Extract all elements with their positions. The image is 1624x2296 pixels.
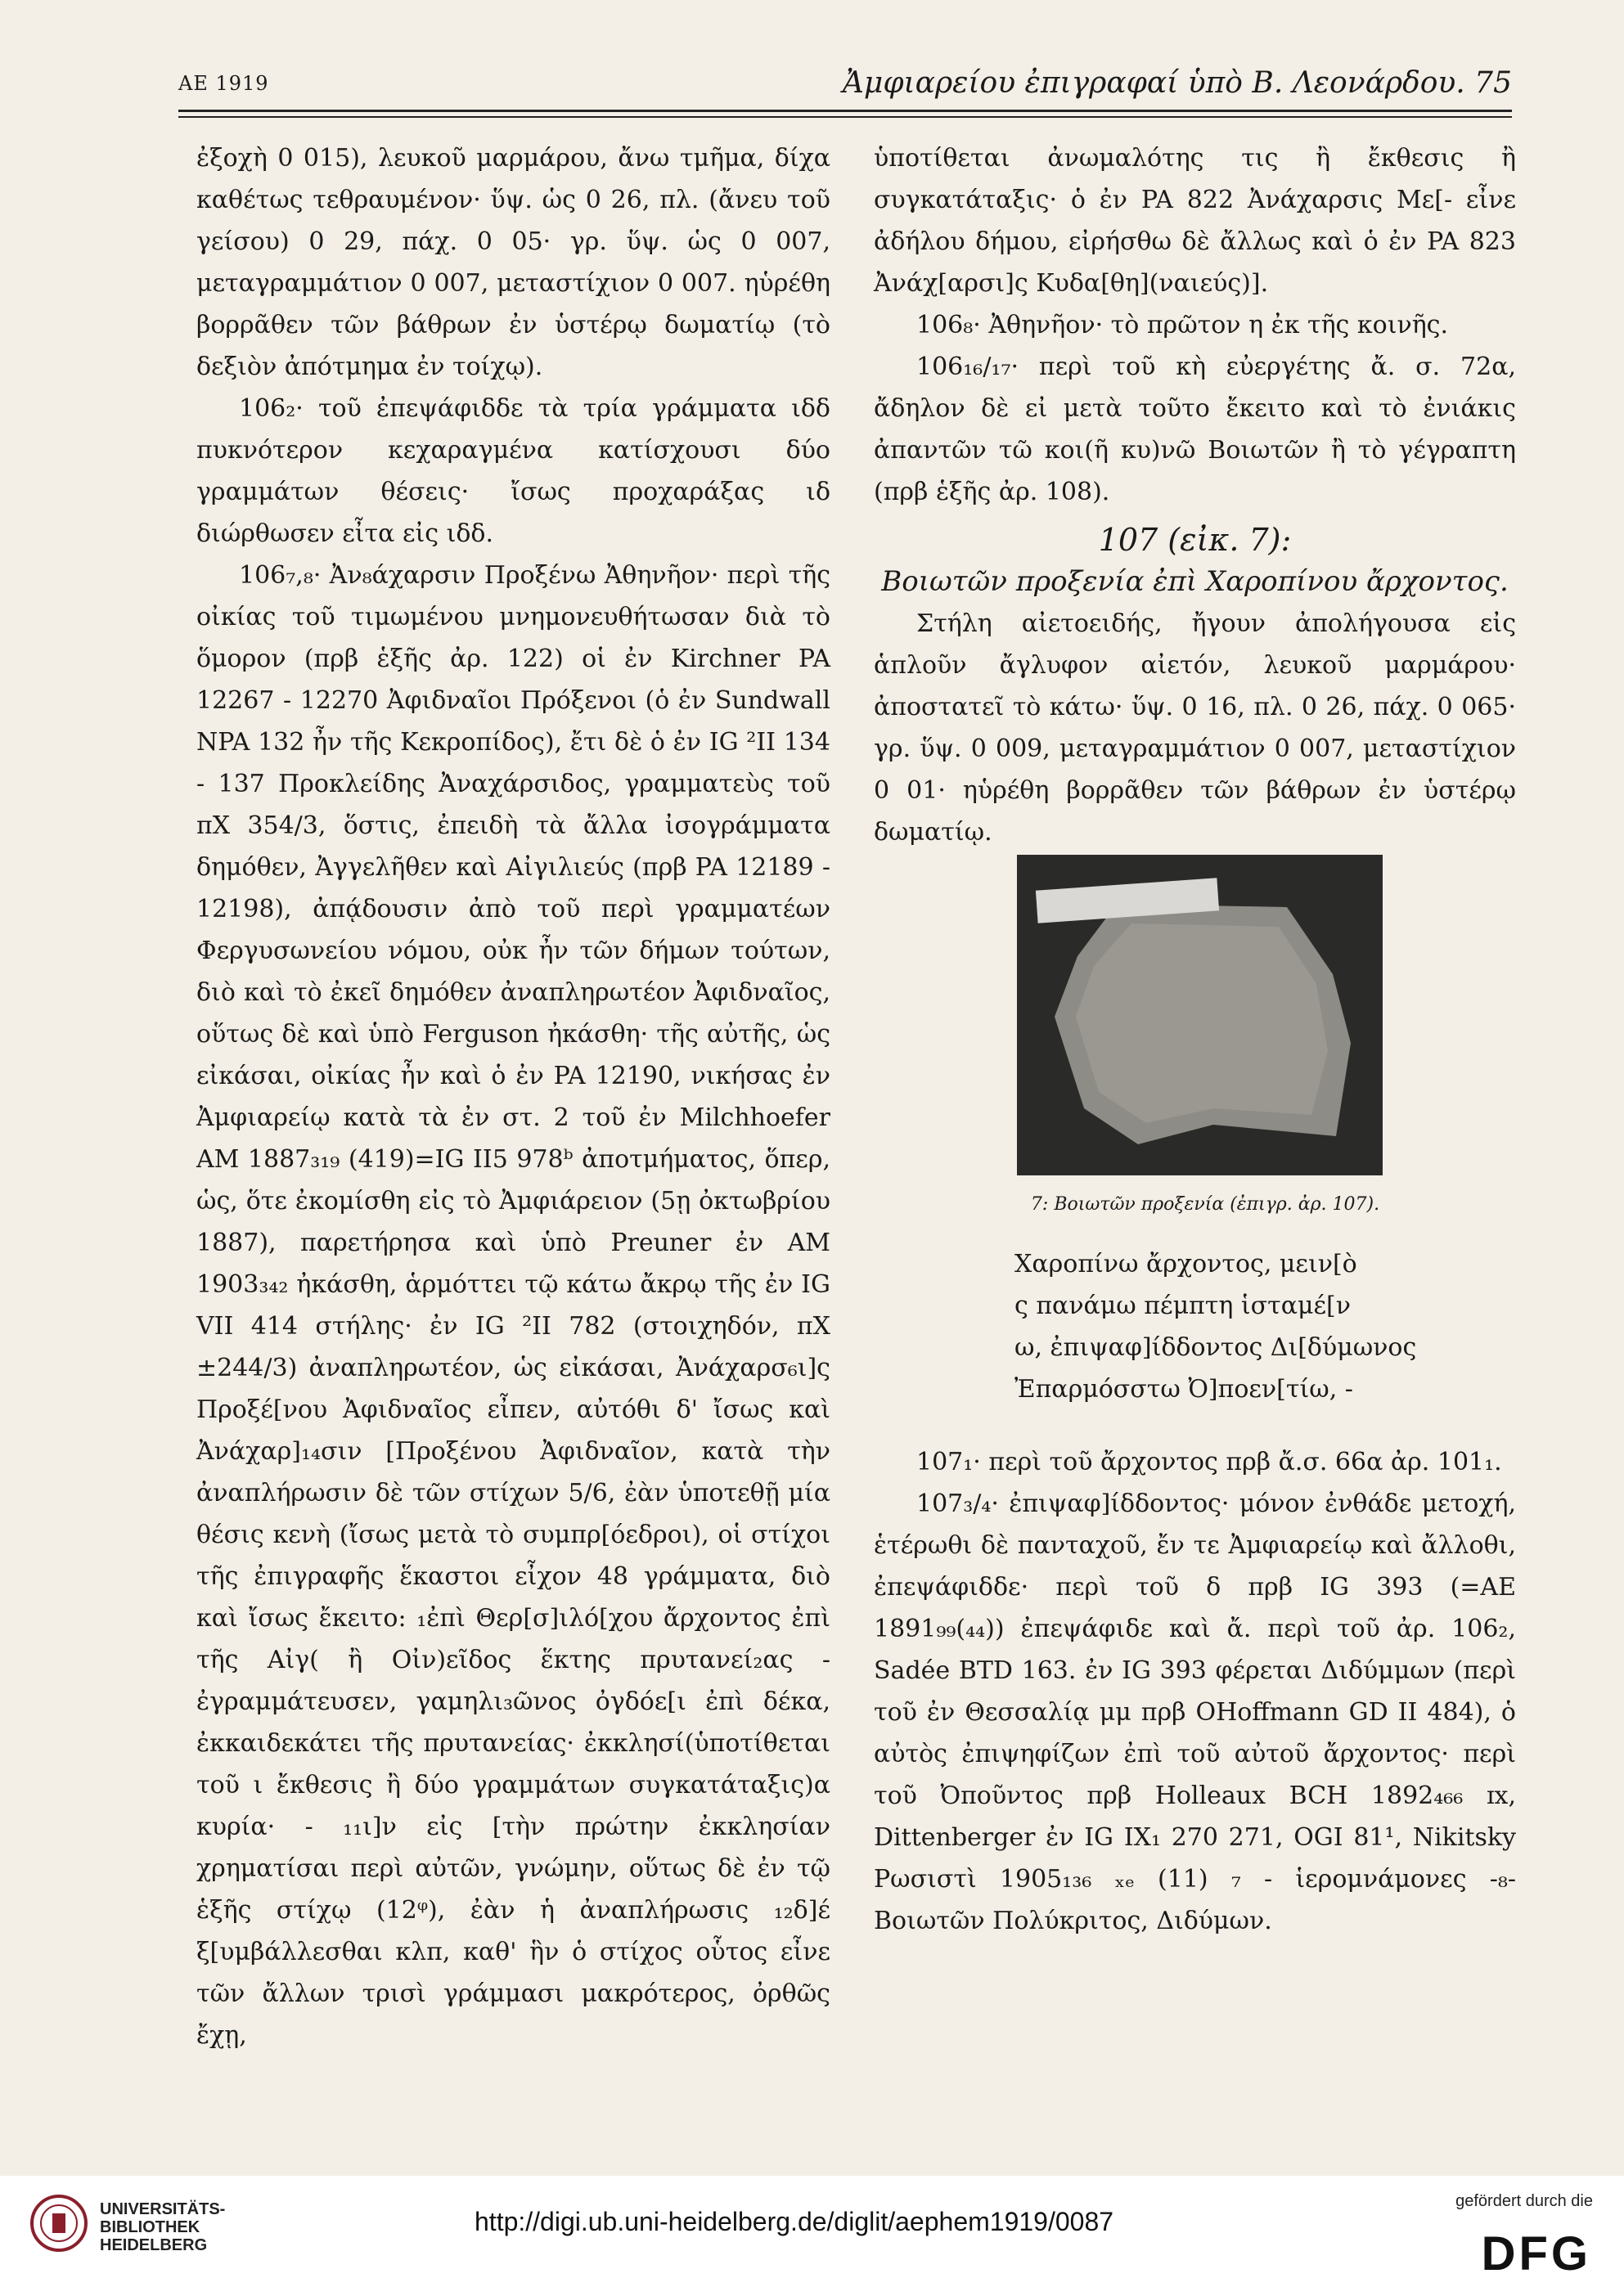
journal-year: ΑΕ 1919 xyxy=(178,72,269,95)
section-description: Στήλη αἰετοειδής, ἤγουν ἀπολήγουσα εἰς ἁπλοῦν ἄγλυφον αἰετόν, λευκοῦ μαρμάρου· ἀποστατεῖ τὸ κάτω· ὕψ. 0 16, πλ. 0 26, πάχ. 0 065· γρ. ὕψ. 0 009, μεταγραμμάτιον 0 007, μεταστίχιον 0 01· ηὑρέθη βορρᾶθεν τῶν βάθρων ἐν ὑστέρῳ δωματίῳ. xyxy=(874,609,1516,847)
header-rule-thin xyxy=(178,116,1512,118)
section-number: 107 (εἰκ. 7): xyxy=(1098,522,1292,558)
permalink[interactable]: http://digi.ub.uni-heidelberg.de/diglit/aephem1919/0087 xyxy=(475,2207,1114,2236)
paragraph: 106₇,₈· Ἀν₈άχαρσιν Προξένω Ἀθηνῆον· περὶ τῆς οἰκίας τοῦ τιμωμένου μνημονευθήτωσαν διὰ τὸ ὅμορον (πρβ ἑξῆς ἀρ. 122) οἱ ἐν Kirchner PA 12267 - 12270 Ἀφιδναῖοι Πρόξενοι (ὁ ἐν Sundwall NPA 132 ἦν τῆς Κεκροπίδος), ἔτι δὲ ὁ ἐν IG ²II 134 - 137 Προκλείδης Ἀναχάρσιδος, γραμματεὺς τοῦ πΧ 354/3, ὅστις, ἐπειδὴ τὰ ἄλλα ἰσογράμματα δημόθεν, Ἀγγελῆθεν καὶ Αἰγιλιεύς (πρβ PA 12189 - 12198), ἀπᾴδουσιν ἀπὸ τοῦ περὶ γραμματέων Φεργυσωνείου νόμου, οὐκ ἦν τῶν δήμων τούτων, διὸ καὶ τὸ ἐκεῖ δημόθεν ἀναπληρωτέον Ἀφιδναῖος, οὕτως δὲ καὶ ὑπὸ Ferguson ἠκάσθη· τῆς αὐτῆς, ὡς εἰκάσαι, οἰκίας ἦν καὶ ὁ ἐν PA 12190, νικήσας ἐν Ἀμφιαρείῳ κατὰ τὰ ἐν στ. 2 τοῦ ἐν Milchhoefer AM 1887₃₁₉ (419)=IG II5 978ᵇ ἀποτμήματος, ὅπερ, ὡς, ὅτε ἐκομίσθη εἰς τὸ Ἀμφιάρειον (5ῃ ὀκτωβρίου 1887), παρετήρησα καὶ ὑπὸ Preuner ἐν AM 1903₃₄₂ ἠκάσθη, ἁρμόττει τῷ κάτω ἄκρῳ τῆς ἐν IG VII 414 στήλης· ἐν IG ²II 782 (στοιχηδόν, πΧ ±244/3) ἀναπληρωτέον, ὡς εἰκάσαι, Ἀνάχαρσ₆ι]ς Προξέ[νου Ἀφιδναῖος εἶπεν, αὐτόθι δ' ἴσως καὶ Ἀνάχαρ]₁₄σιν [Προξένου Ἀφιδναῖον, κατὰ τὴν ἀναπλήρωσιν δὲ τῶν στίχων 5/6, ἐὰν ὑποτεθῇ μία θέσις κενὴ (ἴσως μετὰ τὸ συμπρ[όεδροι), οἱ στίχοι τῆς ἐπιγραφῆς ἕκαστοι εἶχον 48 γράμματα, διὸ καὶ ἴσως ἔκειτο: ₁ἐπὶ Θερ[σ]ιλό[χου ἄρχοντος ἐπὶ τῆς Αἰγ( ἢ Οἰν)εῖδος ἕκτης πρυτανεί₂ας - ἐγραμμάτευσεν, γαμηλι₃ῶνος ὀγδόε[ι ἐπὶ δέκα, ἐκκαιδεκάτει τῆς πρυτανείας· ἐκκλησί(ὑποτίθεται τοῦ ι ἔκθεσις ἢ δύο γραμμάτων συγκατάταξις)α κυρία· - ₁₁ι]ν εἰς [τὴν πρώτην ἐκκλησίαν χρηματίσαι περὶ αὐτῶν, γνώμην, οὕτως δὲ ἐν τῷ ἑξῆς στίχῳ (12ᵠ), ἐὰν ἡ ἀναπλήρωσις ₁₂δ]έ ξ[υμβάλλεσθαι κλπ, καθ' ἣν ὁ στίχος οὗτος εἶνε τῶν ἄλλων τρισὶ γράμμασι μακρότερος, ὀρθῶς ἔχῃ, xyxy=(196,561,830,2050)
header-title-page-number: Ἀμφιαρείου ἐπιγραφαί ὑπὸ Β. Λεονάρδου. 75 xyxy=(842,66,1512,100)
running-header xyxy=(178,59,1512,108)
inscription-line: ς πανάμω πέμπτη ἱσταμέ[ν xyxy=(1014,1292,1351,1320)
paragraph: 106₈· Ἀθηνῆον· τὸ πρῶτον η ἐκ τῆς κοινῆς. xyxy=(916,311,1449,339)
inscription-text xyxy=(1014,1243,1440,1410)
section-title: Βοιωτῶν προξενία ἐπὶ Χαροπίνου ἄρχοντος. xyxy=(881,565,1509,598)
funding-note: gefördert durch die xyxy=(1455,2192,1593,2210)
footer-bar xyxy=(0,2176,1624,2296)
library-name: UNIVERSITÄTS- BIBLIOTHEK HEIDELBERG xyxy=(100,2200,226,2254)
paragraph: ἐξοχὴ 0 015), λευκοῦ μαρμάρου, ἄνω τμῆμα, δίχα καθέτως τεθραυμένον· ὕψ. ὡς 0 26, πλ. (ἄνευ τοῦ γείσου) 0 29, πάχ. 0 05· γρ. ὕψ. ὡς 0 007, μεταγραμμάτιον 0 007, μεταστίχιον 0 007. ηὑρέθη βορρᾶθεν τῶν βάθρων ἐν ὑστέρῳ δωματίῳ (τὸ δεξιὸν ἀπότμημα ἐν τοίχῳ). xyxy=(196,144,830,381)
paragraph: 107₁· περὶ τοῦ ἄρχοντος πρβ ἄ.σ. 66α ἀρ. 101₁. xyxy=(916,1448,1502,1476)
paragraph: 106₁₆/₁₇· περὶ τοῦ κὴ εὐεργέτης ἄ. σ. 72α, ἄδηλον δὲ εἰ μετὰ τοῦτο ἔκειτο καὶ τὸ ἐνιάκις ἀπαντῶν τῶ κοι(ῆ κυ)νῶ Βοιωτῶν ἢ τὸ γέγραπτη (πρβ ἑξῆς ἀρ. 108). xyxy=(874,353,1516,506)
paragraph: ὑποτίθεται ἀνωμαλότης τις ἢ ἔκθεσις ἢ συγκατάταξις· ὁ ἐν PA 822 Ἀνάχαρσις Με[- εἶνε ἀδήλου δήμου, εἰρήσθω δὲ ἄλλως καὶ ὁ ἐν PA 823 Ἀνάχ[αρσι]ς Κυδα[θη](ναιεύς)]. xyxy=(874,144,1516,298)
left-column xyxy=(196,137,830,2056)
inscription-line: ω, ἐπιψαφ]ίδδοντος Δι[δύμωνος xyxy=(1014,1333,1417,1362)
right-column-bottom xyxy=(874,1441,1516,1942)
paragraph: 107₃/₄· ἐπιψαφ]ίδδοντος· μόνον ἐνθάδε μετοχή, ἑτέρωθι δὲ πανταχοῦ, ἔν τε Ἀμφιαρείῳ καὶ ἄλλοθι, ἐπεψάφιδδε· περὶ τοῦ δ πρβ IG 393 (=ΑΕ 1891₉₉(₄₄)) ἐπεψάφιδε καὶ ἄ. περὶ τοῦ ἀρ. 106₂, Sadée BTD 163. ἐν IG 393 φέρεται Διδύμμων (περὶ τοῦ ἐν Θεσσαλίᾳ μμ πρβ OHoffmann GD II 484), ὁ αὐτὸς ἐπιψηφίζων ἐπὶ τοῦ αὐτοῦ ἄρχοντος· περὶ τοῦ Ὀποῦντος πρβ Holleaux BCH 1892₄₆₆ ɪx, Dittenberger ἐν IG IX₁ 270 271, OGI 81¹, Nikitsky Ρωσιστὶ 1905₁₃₆ ₓₑ (11) ₇ - ἱερομνάμονες -₈- Βοιωτῶν Πολύκριτος, Διδύμων. xyxy=(874,1489,1516,1935)
header-rule xyxy=(178,110,1512,112)
paragraph: 106₂· τοῦ ἐπεψάφιδδε τὰ τρία γράμματα ιδδ πυκνότερον κεχαραγμένα κατίσχουσι δύο γραμμάτων θέσεις· ἴσως προχαράξας ιδ διώρθωσεν εἶτα εἰς ιδδ. xyxy=(196,394,830,548)
inscription-line: Χαροπίνω ἄρχοντος, μειν[ὸ xyxy=(1014,1250,1357,1278)
university-seal-icon xyxy=(29,2194,88,2253)
right-column-top xyxy=(874,137,1516,853)
dfg-logo: DFG xyxy=(1481,2227,1591,2280)
figure-caption: 7: Βοιωτῶν προξενία (ἐπιγρ. ἀρ. 107). xyxy=(1030,1194,1380,1215)
inscription-photo xyxy=(1017,855,1383,1175)
inscription-line: Ἐπαρμόσστω Ὀ]ποεν[τίω, - xyxy=(1014,1375,1353,1404)
